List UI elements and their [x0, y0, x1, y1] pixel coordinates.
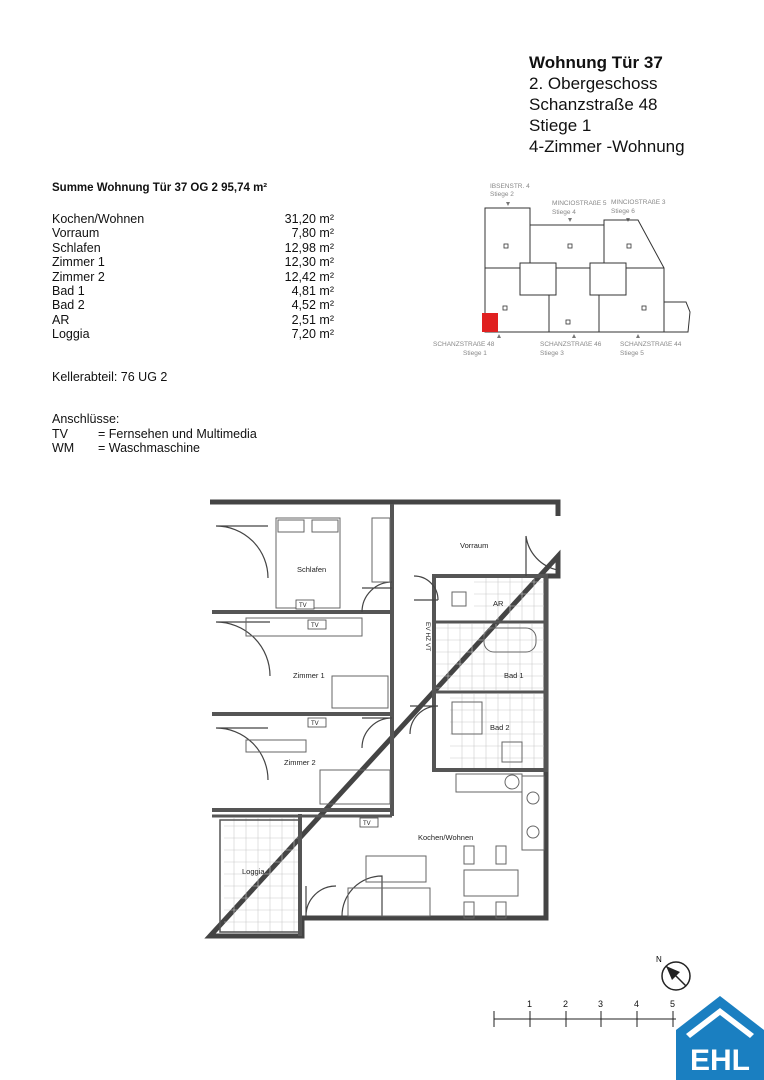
area-row	[52, 284, 334, 298]
scale-tick: 5	[670, 999, 676, 1009]
scale-tick: 4	[634, 999, 640, 1009]
room-label-ar: AR	[493, 599, 504, 608]
connections-title: Anschlüsse:	[52, 412, 120, 426]
keyplan-label: Stiege 2	[490, 191, 514, 198]
cellar-label: Kellerabteil: 76 UG 2	[52, 370, 168, 384]
room-area: 31,20 m²	[284, 212, 334, 226]
room-label-zimmer2: Zimmer 2	[284, 758, 316, 767]
apartment-type: 4-Zimmer -Wohnung	[529, 137, 685, 156]
key-plan	[430, 180, 700, 360]
address-label: Schanzstraße 48	[529, 95, 658, 114]
title-block	[529, 52, 685, 157]
room-area: 4,81 m²	[291, 284, 334, 299]
connection-item	[52, 427, 257, 441]
room-name: Bad 1	[52, 284, 85, 299]
tv-label: TV	[311, 721, 319, 727]
keyplan-label: Stiege 1	[463, 350, 487, 357]
room-area: 7,20 m²	[291, 327, 334, 342]
room-name: Kochen/Wohnen	[52, 212, 145, 226]
tv-label: TV	[363, 821, 371, 827]
keyplan-label: MINCIOSTRAßE 5	[552, 200, 607, 207]
floor-plan	[196, 496, 576, 956]
keyplan-label: Stiege 5	[620, 350, 644, 357]
scale-tick: 2	[563, 999, 569, 1009]
area-row	[52, 313, 334, 327]
compass-icon	[650, 950, 696, 996]
compass-north: N	[656, 955, 662, 964]
area-row	[52, 226, 334, 240]
scale-tick: 3	[598, 999, 604, 1009]
room-name: Zimmer 2	[52, 269, 105, 284]
room-name: Schlafen	[52, 240, 101, 255]
tv-label: TV	[299, 603, 307, 609]
area-row	[52, 212, 334, 226]
room-label-loggia: Loggia	[242, 867, 265, 876]
keyplan-building	[485, 208, 690, 332]
shaft-label: EV HZ VT	[424, 622, 431, 652]
staircase-label: Stiege 1	[529, 116, 592, 135]
connection-key: WM	[52, 441, 75, 456]
room-area: 12,42 m²	[284, 269, 334, 284]
room-area: 2,51 m²	[291, 312, 334, 327]
keyplan-label: Stiege 4	[552, 209, 576, 216]
area-summary-title: Summe Wohnung Tür 37 OG 2 95,74 m²	[52, 182, 268, 194]
apartment-highlight	[482, 313, 498, 332]
room-name: Loggia	[52, 327, 90, 342]
keyplan-label: SCHANZSTRAßE 46	[540, 341, 602, 348]
area-row	[52, 327, 334, 341]
keyplan-label: Stiege 6	[611, 208, 635, 215]
room-name: Bad 2	[52, 298, 85, 313]
room-name: AR	[52, 312, 70, 327]
area-row	[52, 255, 334, 269]
connection-item	[52, 441, 257, 455]
area-row	[52, 270, 334, 284]
room-label-kochen: Kochen/Wohnen	[418, 833, 474, 842]
floor-label: 2. Obergeschoss	[529, 74, 658, 93]
connection-key: TV	[52, 427, 68, 441]
area-row	[52, 298, 334, 312]
room-label-bad2: Bad 2	[490, 723, 510, 732]
room-area: 12,98 m²	[284, 240, 334, 255]
connections-list	[52, 427, 257, 456]
scale-tick: 1	[527, 999, 533, 1009]
connection-value: = Waschmaschine	[98, 441, 201, 456]
room-name: Vorraum	[52, 226, 100, 241]
keyplan-label: Stiege 3	[540, 350, 564, 357]
room-area: 12,30 m²	[284, 255, 334, 270]
room-label-bad1: Bad 1	[504, 671, 524, 680]
ehl-logo	[676, 994, 764, 1080]
room-area: 4,52 m²	[291, 298, 334, 313]
keyplan-label: SCHANZSTRAßE 48	[433, 341, 495, 348]
keyplan-label: SCHANZSTRAßE 44	[620, 341, 682, 348]
tv-label: TV	[311, 623, 319, 629]
scale-bar	[490, 995, 690, 1035]
room-name: Zimmer 1	[52, 255, 105, 270]
keyplan-label: MINCIOSTRAßE 3	[611, 199, 666, 206]
room-label-vorraum: Vorraum	[460, 541, 489, 550]
room-label-zimmer1: Zimmer 1	[293, 671, 325, 680]
logo-text: EHL	[690, 1044, 750, 1077]
area-list	[52, 212, 334, 342]
area-row	[52, 241, 334, 255]
keyplan-label: IBSENSTR. 4	[490, 183, 530, 190]
connection-value: = Fernsehen und Multimedia	[98, 427, 257, 441]
tile-grid	[224, 578, 544, 932]
room-label-schlafen: Schlafen	[297, 565, 327, 574]
apartment-title: Wohnung Tür 37	[529, 53, 663, 72]
room-area: 7,80 m²	[291, 226, 334, 241]
door-swings	[216, 526, 558, 916]
